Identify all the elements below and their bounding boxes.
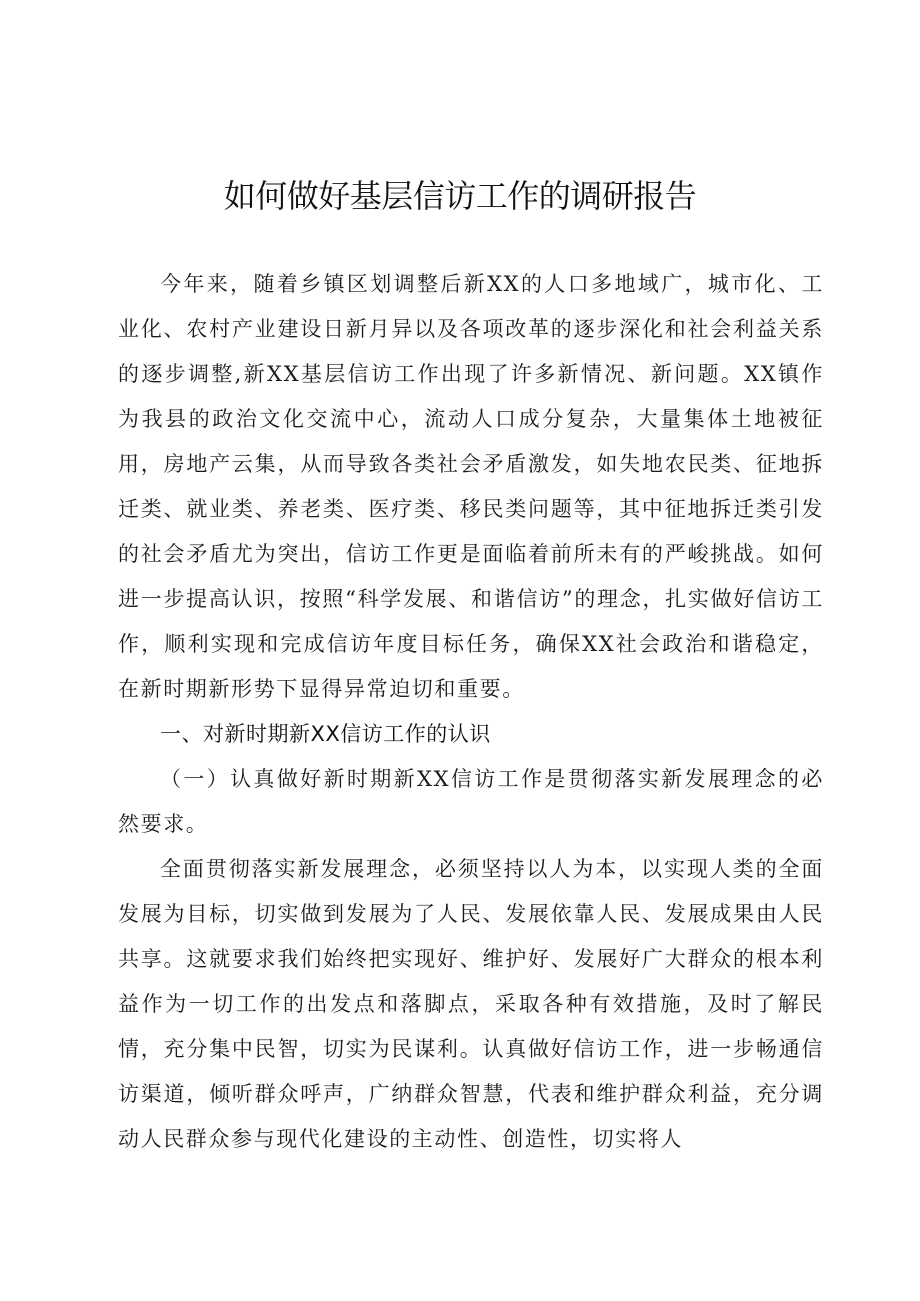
- intro-paragraph: 今年来，随着乡镇区划调整后新XX的人口多地域广，城市化、工业化、农村产业建设日新月异以及各项改革的逐步深化和社会利益关系的逐步调整,新XX基层信访工作出现了许多新情况、新问题。XX镇作为我县的政治文化交流中心，流动人口成分复杂，大量集体土地被征用，房地产云集，从而导致各类社会矛盾激发，如失地农民类、征地拆迁类、就业类、养老类、医疗类、移民类问题等，其中征地拆迁类引发的社会矛盾尤为突出，信访工作更是面临着前所未有的严峻挑战。如何进一步提高认识，按照“科学发展、和谐信访”的理念，扎实做好信访工作，顺利实现和完成信访年度目标任务，确保XX社会政治和谐稳定，在新时期新形势下显得异常迫切和重要。: [118, 272, 824, 701]
- document-body: [118, 262, 824, 1162]
- section-heading-1: 一、对新时期新XX信访工作的认识: [160, 722, 491, 746]
- document-title: 如何做好基层信访工作的调研报告: [223, 177, 697, 215]
- body-paragraph-1: 全面贯彻落实新发展理念，必须坚持以人为本，以实现人类的全面发展为目标，切实做到发展为了人民、发展依靠人民、发展成果由人民共享。这就要求我们始终把实现好、维护好、发展好广大群众的根本利益作为一切工作的出发点和落脚点，采取各种有效措施，及时了解民情，充分集中民智，切实为民谋利。认真做好信访工作，进一步畅通信访渠道，倾听群众呼声，广纳群众智慧，代表和维护群众利益，充分调动人民群众参与现代化建设的主动性、创造性，切实将人: [118, 857, 824, 1151]
- subsection-heading-1: （一）认真做好新时期新XX信访工作是贯彻落实新发展理念的必然要求。: [118, 767, 824, 836]
